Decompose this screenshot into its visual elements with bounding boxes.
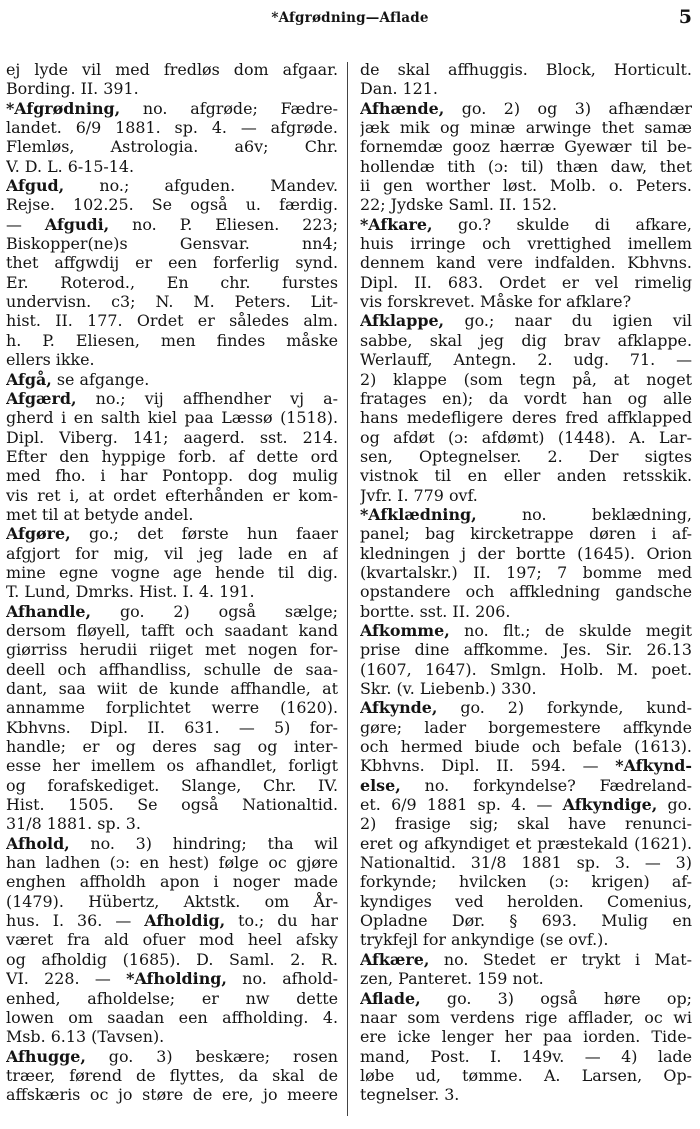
line-text: med fho. i har Pontopp. dog mulig [6,466,338,486]
line-text: prise dine affkomme. Jes. Sir. 26.13 [360,640,692,660]
text-line [6,505,338,524]
line-text: h. P. Eliesen, men findes måske [6,330,338,350]
text-line [6,698,338,717]
text-line [6,582,338,601]
line-text: fratages en); da vordt han og alle [360,388,692,408]
line-text: no. forkyndelse? Fædreland- [400,775,692,795]
text-line [360,157,692,176]
headword: Afgudi, [44,214,110,234]
text-line [6,331,338,350]
line-text: fornemdæ gooz hærræ Gyewær til be- [360,137,692,157]
line-text: og afdøt (ɔ: afdømt) (1448). A. Lar- [360,427,692,447]
line-text: sen, Optegnelser. 2. Der sigtes [360,446,692,466]
line-text: hollendæ tith (ɔ: til) thæn daw, thet [360,156,692,176]
line-text: met til at betyde andel. [6,504,194,524]
text-line [360,195,692,214]
text-line [6,1066,338,1085]
text-line [360,389,692,408]
text-line [360,892,692,911]
line-text: no. afgrøde; Fædre- [120,98,338,118]
line-text: (1607, 1647). Smlgn. Holb. M. poet. [360,659,692,679]
line-text: hus. I. 36. — [6,911,145,931]
text-line [6,79,338,98]
line-text: hans medefligere deres fred affklapped [360,408,692,428]
line-text: vis forskrevet. Måske for afklare? [360,292,632,312]
text-line [6,989,338,1008]
line-text: Dipl. Viberg. 141; aagerd. sst. 214. [6,427,338,447]
text-line [6,447,338,466]
headword: *Afkare, [360,214,433,234]
line-text: no. P. Eliesen. 223; [109,214,338,234]
text-line [360,99,692,118]
line-text: go. 3) også høre op; [420,988,692,1008]
text-line [360,1027,692,1046]
line-text: go. [657,795,692,815]
headword: Afgå, [6,369,52,389]
headword: *Afklædning, [360,504,477,524]
line-text: tegnelser. 3. [360,1085,460,1105]
line-text: no. afhold- [226,969,338,989]
headword: Aflade, [360,988,421,1008]
text-line [6,176,338,195]
text-line [360,486,692,505]
headword: Afkomme, [360,620,450,640]
text-line [6,60,338,79]
text-line [6,389,338,408]
text-line [6,930,338,949]
line-text: bortte. sst. II. 206. [360,601,511,621]
line-text: 2) klappe (som tegn på, at noget [360,369,692,389]
text-line [360,215,692,234]
line-text: naar som verdens rige afflader, oc wi [360,1007,692,1027]
text-line [6,621,338,640]
line-text: deell och affhandliss, schulle de saa- [6,659,338,679]
line-text: de skal affhuggis. Block, Horticult. [360,60,692,79]
text-line [6,814,338,833]
text-line [360,582,692,601]
line-text: go. 2) forkynde, kund- [437,698,692,718]
text-line [360,563,692,582]
line-text: (kvartalskr.) II. 197; 7 bomme med [360,562,692,582]
text-line [360,544,692,563]
text-line [360,118,692,137]
line-text: no.; vij affhendher vj a- [76,388,338,408]
left-column [6,60,338,1105]
line-text: V. D. L. 6-15-14. [6,156,135,176]
line-text: go.; naar du igien vil [444,311,692,331]
text-line [360,602,692,621]
line-text: Msb. 6.13 (Tavsen). [6,1027,165,1047]
line-text: dant, saa wiit de kunde affhandle, at [6,679,338,698]
headword: Afhugge, [6,1046,86,1066]
line-text: VI. 228. — [6,969,127,989]
text-line [6,602,338,621]
text-line [6,776,338,795]
text-line [6,660,338,679]
text-line [360,737,692,756]
text-line [6,350,338,369]
text-line [360,505,692,524]
text-line [6,118,338,137]
headword: Afhandle, [6,601,92,621]
line-text: se afgange. [51,369,150,389]
text-line [360,60,692,79]
line-text: esse her imellem os afhandlet, forligt [6,756,338,776]
line-text: Biskopper(ne)s Gensvar. nn4; [6,234,338,254]
line-text: kyndiges ved herolden. Comenius, [360,891,692,911]
text-line [360,756,692,775]
line-text: dennem kand vere indfalden. Kbhvns. [360,253,692,273]
line-text: Er. Roterod., En chr. furstes [6,272,338,292]
text-line [360,350,692,369]
headword: Afholdig, [144,911,226,931]
text-line [360,1066,692,1085]
line-text: og forafskediget. Slange, Chr. IV. [6,775,338,795]
text-line [6,795,338,814]
text-line [6,1027,338,1046]
line-text: gøre; lader borgemestere affkynde [360,717,692,737]
text-line [6,834,338,853]
text-line [6,950,338,969]
right-column [360,60,692,1105]
line-text: lowen om saadan een affholding. 4. [6,1007,338,1027]
text-line [360,640,692,659]
line-text: affskæris oc jo støre de ere, jo meere [6,1085,338,1105]
text-line [6,563,338,582]
line-text: Bording. II. 391. [6,79,139,99]
line-text: go. 3) beskære; rosen [85,1046,338,1066]
headword: Afgøre, [6,524,71,544]
text-line [6,969,338,988]
page-header [0,4,700,34]
headword: Afgærd, [6,388,77,408]
text-line [360,1008,692,1027]
text-line [6,486,338,505]
text-line [6,756,338,775]
text-line [360,311,692,330]
line-text: og afholdig (1685). D. Saml. 2. R. [6,949,338,969]
text-line [6,428,338,447]
line-text: Dan. 121. [360,79,438,99]
text-line [6,544,338,563]
line-text: to.; du har [225,911,338,931]
text-line [6,195,338,214]
text-line [360,1047,692,1066]
line-text: huis irringe och vrettighed imellem [360,234,692,254]
line-text: Opladne Dør. § 693. Mulig en [360,911,692,931]
text-line [360,234,692,253]
line-text: Hist. 1505. Se også Nationaltid. [6,795,338,815]
line-text: annamme forplichtet werre (1620). [6,698,338,718]
text-line [6,872,338,891]
line-text: hist. II. 177. Ordet er således alm. [6,311,338,331]
text-line [360,408,692,427]
text-line [6,524,338,543]
line-text: trykfejl for ankyndige (se ovf.). [360,930,609,950]
text-line [360,834,692,853]
running-head: *Afgrødning—Aflade [271,10,429,26]
text-line [360,911,692,930]
line-text: Flemløs, Astrologia. a6v; Chr. [6,137,338,157]
line-text: Kbhvns. Dipl. II. 594. — [360,756,616,776]
text-line [360,698,692,717]
text-line [360,660,692,679]
text-line [6,1085,338,1104]
text-line [6,853,338,872]
line-text: Kbhvns. Dipl. II. 631. — 5) for- [6,717,338,737]
line-text: Efter den hyppige forb. af dette ord [6,446,338,466]
headword: Afgud, [6,176,65,196]
headword: else, [360,775,401,795]
text-line [6,370,338,389]
text-line [6,911,338,930]
text-line [360,679,692,698]
text-line [6,253,338,272]
text-line [360,370,692,389]
line-text: kledningen j der bortte (1645). Orion [360,543,692,563]
text-line [6,157,338,176]
line-text: undervisn. c3; N. M. Peters. Lit- [6,292,338,312]
line-text: sabbe, skal jeg dig brav afklappe. [360,330,692,350]
line-text: enhed, afholdelse; er nw dette [6,988,338,1008]
headword: Afhænde, [360,98,445,118]
line-text: Jvfr. I. 779 ovf. [360,485,478,505]
text-line [6,679,338,698]
text-line [360,989,692,1008]
headword: Afkyndige, [562,795,658,815]
text-line [360,718,692,737]
line-text: no. beklædning, [476,504,692,524]
line-text: (1479). Hübertz, Aktstk. om År- [6,891,338,911]
page-number: 5 [678,6,692,28]
line-text: 22; Jydske Saml. II. 152. [360,195,558,215]
line-text: och hermed biude och befale (1613). [360,737,692,757]
line-text: landet. 6/9 1881. sp. 4. — afgrøde. [6,118,338,138]
line-text: no.; afguden. Mandev. [64,176,338,196]
text-line [360,1085,692,1104]
line-text: ellers ikke. [6,350,95,370]
text-line [360,79,692,98]
text-line [360,853,692,872]
text-line [6,718,338,737]
text-line [6,234,338,253]
line-text: vistnok til en eller anden retsskik. [360,466,692,486]
line-text: panel; bag kircketrappe døren i af- [360,524,692,544]
line-text: thet affgwdij er een forferlig synd. [6,253,338,273]
line-text: dersom fløyell, tafft och saadant kand [6,620,338,640]
line-text: Rejse. 102.25. Se også u. færdig. [6,195,338,215]
line-text: T. Lund, Dmrks. Hist. I. 4. 191. [6,582,255,602]
column-divider [347,62,348,1116]
text-line [360,428,692,447]
text-line [360,524,692,543]
line-text: no. Stedet er trykt i Mat- [429,949,692,969]
text-line [360,621,692,640]
line-text: handle; er og deres sag og inter- [6,737,338,757]
line-text: zen, Panteret. 159 not. [360,969,544,989]
text-line [6,466,338,485]
line-text: go. 2) og 3) afhændær [444,98,692,118]
line-text: go. 2) også sælge; [91,601,338,621]
text-line [360,950,692,969]
text-line [360,331,692,350]
line-text: mine egne vogne age hende til dig. [6,562,338,582]
line-text: ii gen worther løst. Molb. o. Peters. [360,176,692,196]
text-line [360,292,692,311]
text-line [360,176,692,195]
line-text: eret og afkyndiget et præstekald (1621). [360,833,692,853]
text-line [360,795,692,814]
line-text: enghen affholdh apon i noger made [6,872,338,892]
line-text: været fra ald ofuer mod heel afsky [6,930,338,950]
text-line [360,253,692,272]
text-line [6,273,338,292]
line-text: løbe ud, tømme. A. Larsen, Op- [360,1065,692,1085]
line-text: afgjort for mig, vil jeg lade en af [6,543,338,563]
line-text: Nationaltid. 31/8 1881 sp. 3. — 3) [360,853,692,873]
text-line [6,311,338,330]
line-text: ere icke lenger her paa iorden. Tide- [360,1027,692,1047]
line-text: go.? skulde di afkare, [432,214,692,234]
text-line [6,640,338,659]
line-text: no. flt.; de skulde megit [449,620,692,640]
line-text: vis ret i, at ordet efterhånden er kom- [6,485,338,505]
line-text: go.; det første hun faaer [70,524,338,544]
line-text: Dipl. II. 683. Ordet er vel rimelig [360,272,692,292]
text-line [6,99,338,118]
text-line [6,737,338,756]
line-text: træer, førend de flyttes, da skal de [6,1065,338,1085]
line-text: giørriss herudii riiget met nogen for- [6,640,338,660]
line-text: han ladhen (ɔ: en hest) følge oc gjøre [6,853,338,873]
line-text: forkynde; hvilcken (ɔ: krigen) af- [360,872,692,892]
line-text: 2) frasige sig; skal have renunci- [360,814,692,834]
headword: *Afholding, [126,969,227,989]
line-text: jæk mik og minæ arwinge thet samæ [360,118,692,138]
headword: Afklappe, [360,311,445,331]
text-line [360,776,692,795]
text-line [360,273,692,292]
text-line [6,1047,338,1066]
line-text: — [6,214,45,234]
headword: Afhold, [6,833,70,853]
line-text: ej lyde vil med fredløs dom afgaar. [6,60,338,79]
text-line [360,137,692,156]
line-text: gherd i en salth kiel paa Læssø (1518). [6,408,338,428]
text-line [360,447,692,466]
text-line [6,892,338,911]
line-text: Werlauff, Antegn. 2. udg. 71. — [360,350,692,370]
line-text: mand, Post. I. 149v. — 4) lade [360,1046,692,1066]
headword: *Afgrødning, [6,98,121,118]
text-line [360,969,692,988]
text-line [6,292,338,311]
headword: Afkynde, [360,698,438,718]
text-line [360,466,692,485]
text-line [6,215,338,234]
text-line [360,872,692,891]
headword: Afkære, [360,949,430,969]
line-text: opstandere och affkledning gandsche [360,582,692,602]
text-line [6,408,338,427]
headword: *Afkynd- [615,756,692,776]
text-line [6,1008,338,1027]
line-text: Skr. (v. Liebenb.) 330. [360,679,537,698]
text-line [360,814,692,833]
line-text: et. 6/9 1881 sp. 4. — [360,795,563,815]
text-line [360,930,692,949]
text-line [6,137,338,156]
line-text: 31/8 1881. sp. 3. [6,814,141,834]
line-text: no. 3) hindring; tha wil [69,833,338,853]
